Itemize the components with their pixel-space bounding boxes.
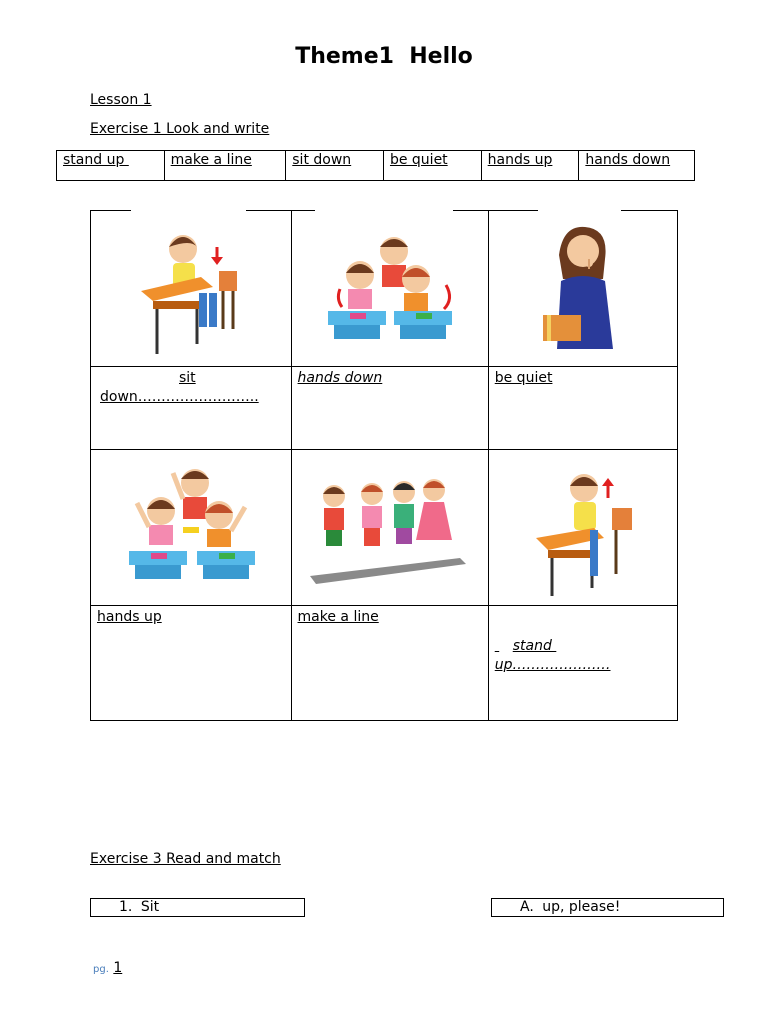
caption-cell	[488, 367, 677, 450]
page-number: 1	[113, 960, 123, 976]
teacher-quiet-icon	[533, 219, 633, 359]
picture-cell	[91, 450, 292, 606]
lesson-heading: Lesson 1	[90, 92, 152, 108]
word-bank-item: sit down	[286, 151, 384, 180]
match-right-text: up, please!	[542, 899, 621, 915]
picture-cell	[291, 211, 488, 367]
picture-cell	[291, 450, 488, 606]
word-bank-item: be quiet	[384, 151, 482, 180]
answer-sit-down-rest: down……………………..	[100, 389, 259, 405]
page-prefix: pg.	[93, 964, 109, 975]
match-right-letter: A.	[520, 899, 534, 915]
match-left-text: Sit	[140, 899, 160, 915]
page-footer	[93, 960, 122, 976]
word-bank-item: hands down	[585, 152, 671, 168]
caption-cell	[291, 367, 488, 450]
exercise-3-heading: Exercise 3 Read and match	[90, 851, 281, 867]
answer-sit-down-word: sit	[179, 370, 196, 386]
kids-hands-up-icon	[121, 463, 261, 593]
match-right-box	[491, 898, 724, 917]
word-bank-item: make a line	[165, 151, 287, 180]
picture-cell	[488, 450, 677, 606]
caption-cell	[91, 606, 292, 721]
match-left-box	[90, 898, 305, 917]
word-bank-item: hands up	[482, 151, 580, 180]
word-bank	[56, 150, 695, 181]
caption-cell	[91, 367, 292, 450]
kids-line-icon	[310, 468, 470, 588]
answer-hands-down: hands down	[297, 370, 383, 386]
page-title: Theme1 Hello	[295, 44, 473, 69]
kids-hands-down-icon	[320, 229, 460, 349]
caption-cell	[488, 606, 677, 721]
answer-stand-up-rest: up…………………	[494, 657, 611, 673]
match-left-number: 1.	[119, 899, 133, 915]
picture-cell	[488, 211, 677, 367]
boy-sitting-desk-icon	[131, 219, 251, 359]
caption-cell	[291, 606, 488, 721]
boy-standing-desk-icon	[528, 458, 638, 598]
picture-grid	[90, 210, 678, 721]
answer-make-a-line: make a line	[297, 609, 379, 625]
answer-be-quiet: be quiet	[494, 370, 553, 386]
exercise-1-heading: Exercise 1 Look and write	[90, 121, 270, 137]
answer-hands-up: hands up	[97, 609, 162, 625]
word-bank-item: stand up	[57, 151, 165, 180]
answer-stand-up-word: stand	[512, 638, 557, 654]
picture-cell	[91, 211, 292, 367]
